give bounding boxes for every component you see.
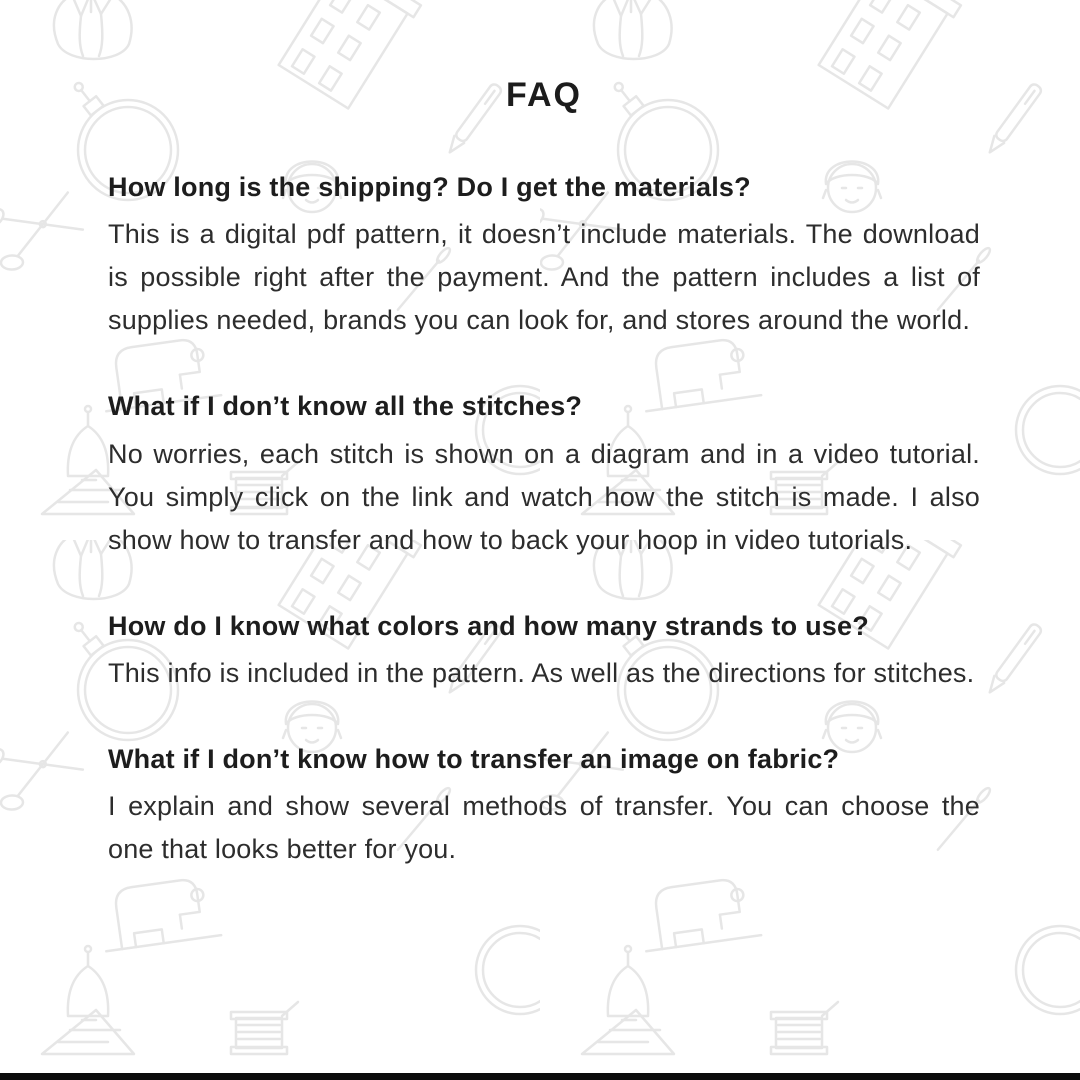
faq-list: [108, 169, 980, 871]
faq-item-transfer: [108, 741, 980, 871]
faq-answer: This info is included in the pattern. As well as the directions for stitches.: [108, 657, 975, 688]
page-title: FAQ: [506, 76, 582, 114]
faq-item-shipping: [108, 169, 980, 342]
faq-answer: I explain and show several methods of transfer. You can choose the one that looks better for you.: [108, 791, 980, 864]
faq-question: How long is the shipping? Do I get the materials?: [108, 172, 751, 202]
faq-content: [108, 0, 980, 871]
faq-answer: No worries, each stitch is shown on a diagram and in a video tutorial. You simply click on the link and watch how the stitch is made. I also show how to transfer and how to back your hoop in video tutorials.: [108, 438, 980, 555]
footer-bar: [0, 1073, 1080, 1080]
faq-item-colors-strands: [108, 608, 980, 695]
faq-question: What if I don’t know all the stitches?: [108, 391, 583, 422]
faq-question: How do I know what colors and how many strands to use?: [108, 610, 869, 641]
faq-question: What if I don’t know how to transfer an image on fabric?: [108, 743, 840, 774]
faq-answer: This is a digital pdf pattern, it doesn’t include materials. The download is possible right after the payment. And the pattern includes a list of supplies needed, brands you can look for, and stores around the world.: [108, 219, 980, 336]
faq-item-stitches: [108, 388, 980, 561]
